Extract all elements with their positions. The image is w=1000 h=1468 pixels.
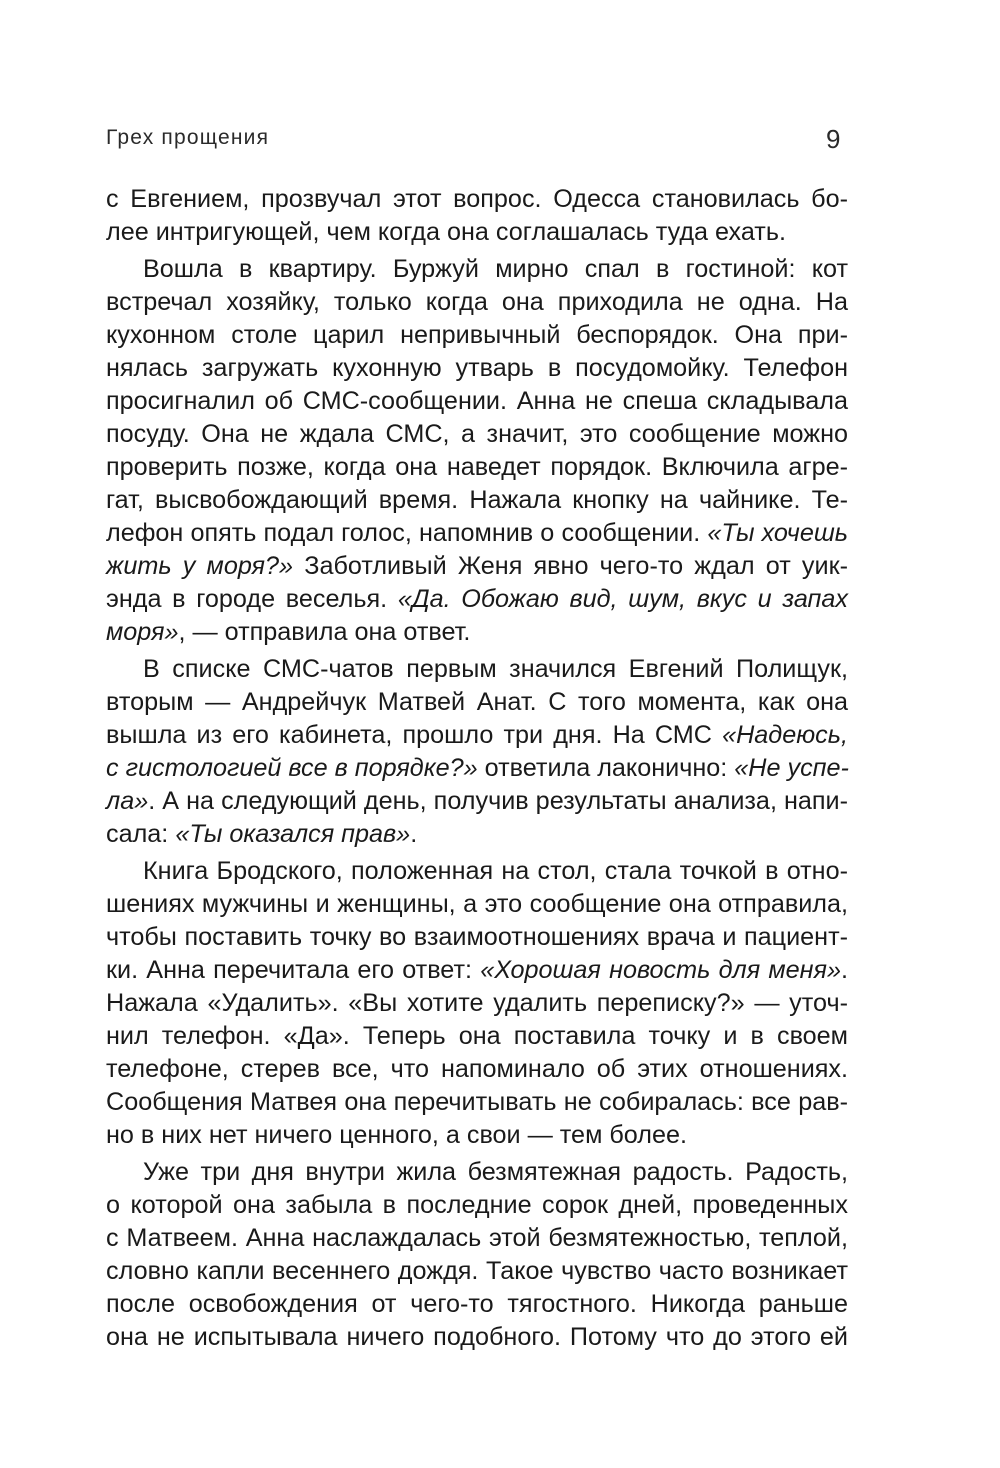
text-line bbox=[106, 921, 848, 954]
text-run: проверить позже, когда она наведет порядок. Включила агре- bbox=[106, 453, 848, 481]
text-run: Заботливый Женя явно чего-то ждал от уик- bbox=[293, 552, 848, 580]
text-run: ответила лаконично: bbox=[477, 754, 735, 782]
page-number: 9 bbox=[826, 124, 841, 154]
text-line bbox=[106, 286, 848, 319]
text-run: кухонном столе царил непривычный беспорядок. Она при- bbox=[106, 321, 848, 349]
italic-text: «Надеюсь, bbox=[722, 721, 848, 749]
running-title: Грех прощения bbox=[106, 126, 270, 149]
text-line bbox=[106, 1288, 848, 1321]
text-line bbox=[106, 752, 848, 785]
text-run: чтобы поставить точку во взаимоотношениях врача и пациент- bbox=[106, 923, 848, 951]
text-line bbox=[106, 686, 848, 719]
text-line bbox=[106, 719, 848, 752]
text-line bbox=[106, 1321, 848, 1354]
italic-text: «Не успе- bbox=[734, 754, 849, 782]
text-run: просигналил об СМС-сообщении. Анна не спеша складывала bbox=[106, 387, 848, 415]
text-line bbox=[106, 1053, 848, 1086]
text-run: посуду. Она не ждала СМС, а значит, это сообщение можно bbox=[106, 420, 848, 448]
text-line bbox=[106, 583, 848, 616]
text-run: Уже три дня внутри жила безмятежная радость. Радость, bbox=[143, 1158, 848, 1186]
text-line bbox=[106, 216, 848, 249]
text-line bbox=[106, 253, 848, 286]
text-run: телефоне, стерев все, что напоминало об этих отношениях. bbox=[106, 1055, 848, 1083]
text-run: нил телефон. «Да». Теперь она поставила точку и в своем bbox=[106, 1022, 848, 1050]
text-line bbox=[106, 385, 848, 418]
text-run: но в них нет ничего ценного, а свои — тем более. bbox=[106, 1121, 687, 1149]
text-line bbox=[106, 818, 848, 851]
text-run: ки. Анна перечитала его ответ: bbox=[106, 956, 481, 984]
text-line bbox=[106, 616, 848, 649]
text-line bbox=[106, 954, 848, 987]
text-run: Книга Бродского, положенная на стол, стала точкой в отно- bbox=[143, 857, 848, 885]
italic-text: «Да. Обожаю вид, шум, вкус и запах bbox=[397, 585, 849, 613]
text-line bbox=[106, 987, 848, 1020]
text-line bbox=[106, 1189, 848, 1222]
text-line bbox=[106, 1086, 848, 1119]
text-line bbox=[106, 1020, 848, 1053]
text-line bbox=[106, 1255, 848, 1288]
text-run: о которой она забыла в последние сорок дней, проведенных bbox=[106, 1191, 848, 1219]
text-line bbox=[106, 1119, 848, 1152]
text-run: лее интригующей, чем когда она соглашалась туда ехать. bbox=[106, 218, 786, 246]
text-run: Вошла в квартиру. Буржуй мирно спал в гостиной: кот bbox=[143, 255, 848, 283]
text-run: словно капли весеннего дождя. Такое чувство часто возникает bbox=[106, 1257, 848, 1285]
text-line bbox=[106, 484, 848, 517]
text-line bbox=[106, 183, 848, 216]
text-run: Сообщения Матвея она перечитывать не собиралась: все рав- bbox=[106, 1088, 848, 1116]
text-run: В списке СМС-чатов первым значился Евгений Полищук, bbox=[143, 655, 848, 683]
italic-text: «Хорошая новость для меня» bbox=[480, 956, 841, 984]
text-line bbox=[106, 550, 848, 583]
text-run: . bbox=[840, 956, 848, 984]
text-run: вышла из его кабинета, прошло три дня. На СМС bbox=[106, 721, 723, 749]
text-run: гат, высвобождающий время. Нажала кнопку на чайнике. Те- bbox=[106, 486, 848, 514]
body-text bbox=[106, 183, 848, 1354]
italic-text: жить у моря?» bbox=[106, 552, 294, 580]
text-line bbox=[106, 319, 848, 352]
text-run: Нажала «Удалить». «Вы хотите удалить переписку?» — уточ- bbox=[106, 989, 848, 1017]
text-line bbox=[106, 418, 848, 451]
text-line bbox=[106, 1156, 848, 1189]
text-run: после освобождения от чего-то тягостного. Никогда раньше bbox=[106, 1290, 848, 1318]
text-run: сала: bbox=[106, 820, 176, 848]
text-run: вторым — Андрейчук Матвей Анат. С того момента, как она bbox=[106, 688, 848, 716]
text-run: , — отправила она ответ. bbox=[178, 618, 471, 646]
italic-text: ла» bbox=[106, 787, 149, 815]
text-run: шениях мужчины и женщины, а это сообщение она отправила, bbox=[106, 890, 848, 918]
text-line bbox=[106, 451, 848, 484]
italic-text: «Ты оказался прав» bbox=[175, 820, 411, 848]
text-line bbox=[106, 888, 848, 921]
text-line bbox=[106, 1222, 848, 1255]
text-run: нялась загружать кухонную утварь в посудомойку. Телефон bbox=[106, 354, 848, 382]
text-line bbox=[106, 352, 848, 385]
text-run: . bbox=[410, 820, 418, 848]
text-run: она не испытывала ничего подобного. Потому что до этого ей bbox=[106, 1323, 848, 1351]
italic-text: «Ты хочешь bbox=[707, 519, 848, 547]
text-run: лефон опять подал голос, напомнив о сообщении. bbox=[106, 519, 708, 547]
italic-text: с гистологией все в порядке?» bbox=[106, 754, 478, 782]
text-run: с Евгением, прозвучал этот вопрос. Одесса становилась бо- bbox=[106, 185, 848, 213]
text-run: с Матвеем. Анна наслаждалась этой безмятежностью, теплой, bbox=[106, 1224, 848, 1252]
text-run: энда в городе веселья. bbox=[106, 585, 398, 613]
text-line bbox=[106, 785, 848, 818]
italic-text: моря» bbox=[106, 618, 179, 646]
text-line bbox=[106, 653, 848, 686]
text-line bbox=[106, 517, 848, 550]
text-line bbox=[106, 855, 848, 888]
text-run: . А на следующий день, получив результаты анализа, напи- bbox=[148, 787, 848, 815]
text-run: встречал хозяйку, только когда она приходила не одна. На bbox=[106, 288, 848, 316]
